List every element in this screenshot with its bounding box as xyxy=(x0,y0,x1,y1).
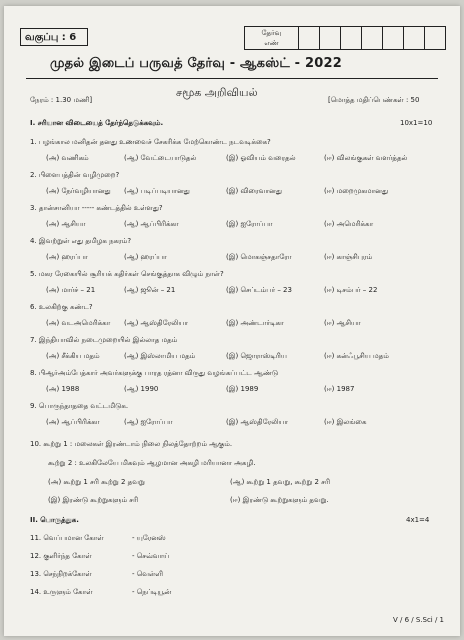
reg-cell xyxy=(341,27,362,49)
option-a: (அ) ஆசியா xyxy=(46,220,86,228)
option-a: (அ) வணிகம் xyxy=(46,154,89,162)
option-b: (ஆ) ஹரப்பா xyxy=(124,253,167,261)
option-c: (இ) விரைவானது xyxy=(226,187,282,195)
page-footer: V / 6 / S.Sci / 1 xyxy=(392,616,444,624)
register-number-label xyxy=(245,27,299,49)
option-b: (ஆ) இஸ்லாமிய மதம் xyxy=(124,352,196,360)
option-c: (இ) மொகஞ்சதாரோ xyxy=(226,253,292,261)
section2-heading: II. பொருத்துக. xyxy=(30,516,79,524)
section1-score: 10x1=10 xyxy=(400,119,433,127)
question-text: 2. பிளைபத்தின் வழிமுறை? xyxy=(30,171,120,179)
q10-statement1: 10. கூற்று 1 : மலைகள் இரண்டாம் நிலை நிலத்தோற்றம் ஆகும். xyxy=(30,440,233,448)
reg-label-line2: எண் xyxy=(264,39,279,47)
option-d: (ஈ) கன்ஃபூசிய மதம் xyxy=(324,352,389,360)
option-c: (இ) செப்டம்பர் – 23 xyxy=(226,286,292,294)
option-c: (இ) ஜொராஸ்டிரிய xyxy=(226,352,287,360)
title-rule xyxy=(26,78,438,79)
reg-cell xyxy=(362,27,383,49)
question-text: 7. இந்தியாவில் நடைமுறையில் இல்லாத மதம் xyxy=(30,336,178,344)
option-a: (அ) சீக்கிய மதம் xyxy=(46,352,100,360)
option-a: (அ) மார்ச் – 21 xyxy=(46,286,96,294)
q10-option-c: (இ) இரண்டு கூற்றுகளும் சரி xyxy=(48,496,139,504)
exam-title: முதல் இடைப் பருவத் தேர்வு - ஆகஸ்ட் - 2022 xyxy=(50,56,342,71)
match-left-4: 14. உருளும் கோள் xyxy=(30,588,93,596)
match-right-1: - யுரேனஸ் xyxy=(132,534,166,542)
option-b: (ஆ) ஜூன் – 21 xyxy=(124,286,176,294)
option-c: (இ) அண்டார்டிகா xyxy=(226,319,284,327)
match-right-4: - நெப்டியூன் xyxy=(132,588,172,596)
option-d: (ஈ) விலங்குகள் வளர்த்தல் xyxy=(324,154,408,162)
question-text: 1. பழங்கால மனிதன் தனது உணவைச் சேகரிக்க மேற்கொண்ட நடவடிக்கை? xyxy=(30,138,271,146)
match-right-3: - வெள்ளி xyxy=(132,570,163,578)
option-b: (ஆ) ஆஸ்திரேலியா xyxy=(124,319,189,327)
register-number-box xyxy=(244,26,446,50)
exam-paper xyxy=(4,6,460,636)
q10-option-a: (அ) கூற்று 1 சரி கூற்று 2 தவறு xyxy=(48,478,145,486)
option-b: (ஆ) ஆப்பிரிக்கா xyxy=(124,220,179,228)
section1-heading: I. சரியான விடையைத் தேர்ந்தெடுக்கவும். xyxy=(30,119,164,127)
reg-cell xyxy=(404,27,425,49)
option-d: (ஈ) 1987 xyxy=(324,385,355,393)
match-left-1: 11. வெப்பமான கோள் xyxy=(30,534,104,542)
question-text: 4. இவற்றுள் எது தமிழக நகரம்? xyxy=(30,237,132,245)
option-c: (இ) ஆஸ்திரேலியா xyxy=(226,418,288,426)
question-text: 6. உலகிற்கு கண்ட? xyxy=(30,303,93,311)
class-label: வகுப்பு : 6 xyxy=(20,28,88,46)
option-c: (இ) ஐரோப்பா xyxy=(226,220,273,228)
section2-score: 4x1=4 xyxy=(406,516,430,524)
option-d: (ஈ) டிசம்பர் – 22 xyxy=(324,286,378,294)
option-a: (அ) ஆப்பிரிக்கா xyxy=(46,418,100,426)
option-b: (ஆ) ஐரோப்பா xyxy=(124,418,173,426)
question-text: 5. மகர ரேகையில் சூரியக் கதிர்கள் செங்குத்தாக விழும் நாள்? xyxy=(30,270,224,278)
option-d: (ஈ) இலங்கை xyxy=(324,418,367,426)
option-a: (அ) ஹரப்பா xyxy=(46,253,88,261)
question-text: 8. பிஆர்அம்பேத்கார் அவர்களுக்கு பாரத ரத்னா விருது வழங்கப்பட்ட ஆண்டு xyxy=(30,369,279,377)
option-b: (ஆ) படிப்படியானது xyxy=(124,187,190,195)
time-allowed: நேரம் : 1.30 மணி] xyxy=(30,96,93,104)
option-a: (அ) வடஅமெரிக்கா xyxy=(46,319,111,327)
question-text: 3. தான்சானியா ----- கண்டத்தில் உள்ளது? xyxy=(30,204,163,212)
q10-statement2: கூற்று 2 : உலகிலேயே மிகவும் ஆழமான அகழி மரியானா அகழி. xyxy=(48,459,256,467)
match-left-2: 12. குளிர்ந்த கோள் xyxy=(30,552,92,560)
option-d: (ஈ) ஆசியா xyxy=(324,319,361,327)
reg-cell xyxy=(383,27,404,49)
subject-title: சமூக அறிவியல் xyxy=(176,86,258,99)
q10-option-b: (ஆ) கூற்று 1 தவறு, கூற்று 2 சரி xyxy=(230,478,331,486)
reg-cell xyxy=(299,27,320,49)
option-d: (ஈ) அமெரிக்கா xyxy=(324,220,374,228)
q10-option-d: (ஈ) இரண்டு கூற்றுகளும் தவறு. xyxy=(230,496,329,504)
match-right-2: - செவ்வாய் xyxy=(132,552,170,560)
option-c: (இ) 1989 xyxy=(226,385,259,393)
option-d: (ஈ) மறைமுகமானது xyxy=(324,187,389,195)
option-b: (ஆ) வேட்டையாடுதல் xyxy=(124,154,197,162)
option-b: (ஆ) 1990 xyxy=(124,385,159,393)
reg-cell xyxy=(320,27,341,49)
match-left-3: 13. செந்நிறக்கோள் xyxy=(30,570,92,578)
reg-label-line1: தேர்வு xyxy=(261,29,282,37)
option-a: (அ) நேர்வழியானது xyxy=(46,187,111,195)
option-a: (அ) 1988 xyxy=(46,385,80,393)
option-d: (ஈ) காஞ்சிபுரம் xyxy=(324,253,373,261)
reg-cell xyxy=(425,27,445,49)
option-c: (இ) ஓவியம் வரைதல் xyxy=(226,154,296,162)
total-marks: [மொத்த மதிப்பெண்கள் : 50 xyxy=(328,96,420,104)
question-text: 9. பொருந்தாததை வட்டமிடுக. xyxy=(30,402,129,410)
